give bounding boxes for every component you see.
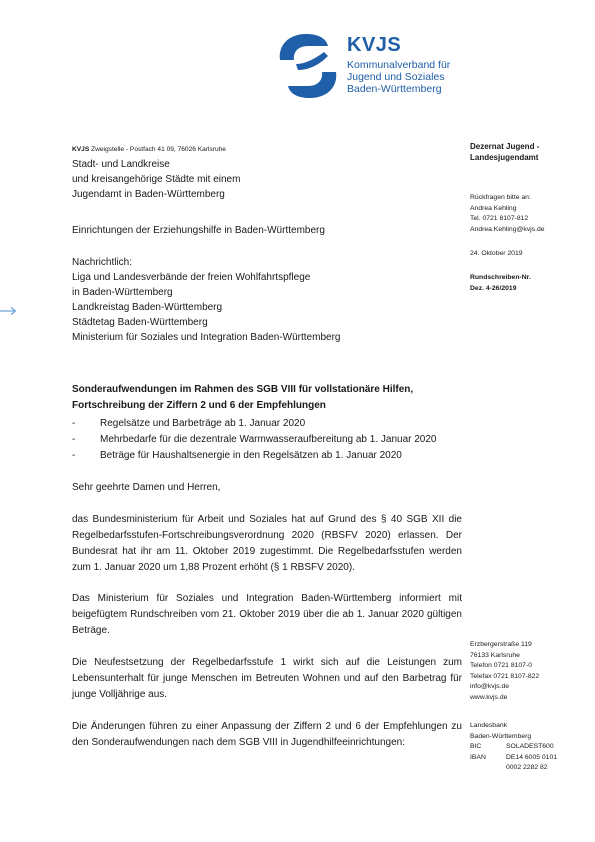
recipient-block-3	[72, 255, 340, 345]
org-name-line-2: Jugend und Soziales	[347, 71, 445, 83]
contact-email[interactable]: Andrea.Kehling@kvjs.de	[470, 225, 545, 233]
circular-label: Rundschreiben-Nr.	[470, 274, 531, 281]
recipient-block-1	[72, 157, 240, 202]
subject-line: Fortschreibung der Ziffern 2 und 6 der Empfehlungen	[72, 400, 326, 411]
contact-block	[470, 193, 545, 235]
sender-address: Zweigstelle - Postfach 41 09, 76026 Karlsruhe	[91, 146, 226, 153]
letter-date: 24. Oktober 2019	[470, 250, 523, 257]
paragraph-1: das Bundesministerium für Arbeit und Soziales hat auf Grund des § 40 SGB XII die Regelbedarfsstufen-Fortschreibungsverordnung 2020 (RBSFV 2020) erlassen. Der Bundesrat hat ihr am 11. Oktober 2019 zugestimmt. Die Regelbedarfsstufen werden zum 1. Januar 2020 um 1,88 Prozent erhöht (§ 1 RBSFV 2020).	[72, 514, 462, 573]
address-line: Telefax 0721 8107-822	[470, 672, 540, 680]
iban-value-cont: 0002 2282 82	[506, 764, 548, 771]
org-name-line-3: Baden-Württemberg	[347, 83, 442, 95]
list-item: - Mehrbedarfe für die dezentrale Warmwasseraufbereitung ab 1. Januar 2020	[72, 434, 437, 445]
office-address-block	[470, 640, 539, 703]
circular-block	[470, 273, 531, 294]
recipient-line: Landkreistag Baden-Württemberg	[72, 302, 223, 313]
salutation: Sehr geehrte Damen und Herren,	[72, 482, 221, 493]
address-line: Telefon 0721 8107-0	[470, 662, 532, 669]
recipient-line: Nachrichtlich:	[72, 257, 133, 268]
recipient-line: und kreisangehörige Städte mit einem	[72, 174, 241, 185]
bank-block	[470, 721, 557, 774]
contact-line: Tel. 0721 8107-812	[470, 215, 529, 222]
sender-line	[72, 146, 226, 153]
contact-line: Andrea Kehling	[470, 204, 517, 212]
brand-name: KVJS	[347, 34, 402, 56]
contact-line: Rückfragen bitte an:	[470, 194, 531, 201]
iban-label: IBAN	[470, 753, 486, 761]
list-item: - Beträge für Haushaltsenergie in den Regelsätzen ab 1. Januar 2020	[72, 450, 402, 461]
paragraph-3: Die Neufestsetzung der Regelbedarfsstufe 1 wirkt sich auf die Leistungen zum Lebensunterhalt für junge Menschen im Betreuten Wohnen und auf den Barbetrag für junge Volljährige aus.	[72, 657, 462, 700]
bank-name: Baden-Württemberg	[470, 732, 532, 740]
org-name-line-1: Kommunalverband für	[347, 59, 451, 71]
circular-number: Dez. 4-26/2019	[470, 284, 517, 292]
recipient-line: Städtetag Baden-Württemberg	[72, 317, 208, 328]
recipient-line: in Baden-Württemberg	[72, 287, 173, 298]
bank-name: Landesbank	[470, 722, 508, 729]
bic-label: BIC	[470, 743, 482, 750]
bank-details	[470, 742, 557, 774]
arrow-right-icon	[0, 306, 18, 316]
address-email[interactable]: info@kvjs.de	[470, 683, 510, 690]
address-line: 76133 Karlsruhe	[470, 651, 520, 659]
department-line: Dezernat Jugend -	[470, 142, 540, 151]
paragraph-4: Die Änderungen führen zu einer Anpassung der Ziffern 2 und 6 der Empfehlungen zu den Sonderaufwendungen nach dem SGB VIII in Jugendhilfeeinrichtungen:	[72, 721, 462, 748]
subject-line: Sonderaufwendungen im Rahmen des SGB VIII für vollstationäre Hilfen,	[72, 384, 414, 395]
address-line: Erzbergerstraße 119	[470, 641, 532, 648]
recipient-line: Jugendamt in Baden-Württemberg	[72, 189, 225, 200]
list-item: - Regelsätze und Barbeträge ab 1. Januar 2020	[72, 418, 306, 429]
subject	[72, 382, 413, 414]
department-block	[470, 141, 539, 163]
subject-bullets	[72, 416, 437, 464]
recipient-line: Liga und Landesverbände der freien Wohlfahrtspflege	[72, 272, 311, 283]
recipient-line: Ministerium für Soziales und Integration Baden-Württemberg	[72, 332, 341, 343]
iban-value: DE14 6005 0101	[506, 753, 558, 761]
recipient-block-2	[72, 223, 325, 238]
kvjs-logo-icon	[276, 30, 342, 102]
recipient-line: Stadt- und Landkreise	[72, 159, 170, 170]
recipient-line: Einrichtungen der Erziehungshilfe in Baden-Württemberg	[72, 225, 325, 236]
address-website[interactable]: www.kvjs.de	[470, 693, 508, 701]
bic-value: SOLADEST600	[506, 743, 554, 750]
sender-name: KVJS	[72, 146, 90, 153]
paragraph-2: Das Ministerium für Soziales und Integration Baden-Württemberg informiert mit beigefügtem Rundschreiben vom 21. Oktober 2019 über die ab 1. Januar 2020 gültigen Beträge.	[72, 593, 462, 636]
department-line: Landesjugendamt	[470, 153, 539, 162]
